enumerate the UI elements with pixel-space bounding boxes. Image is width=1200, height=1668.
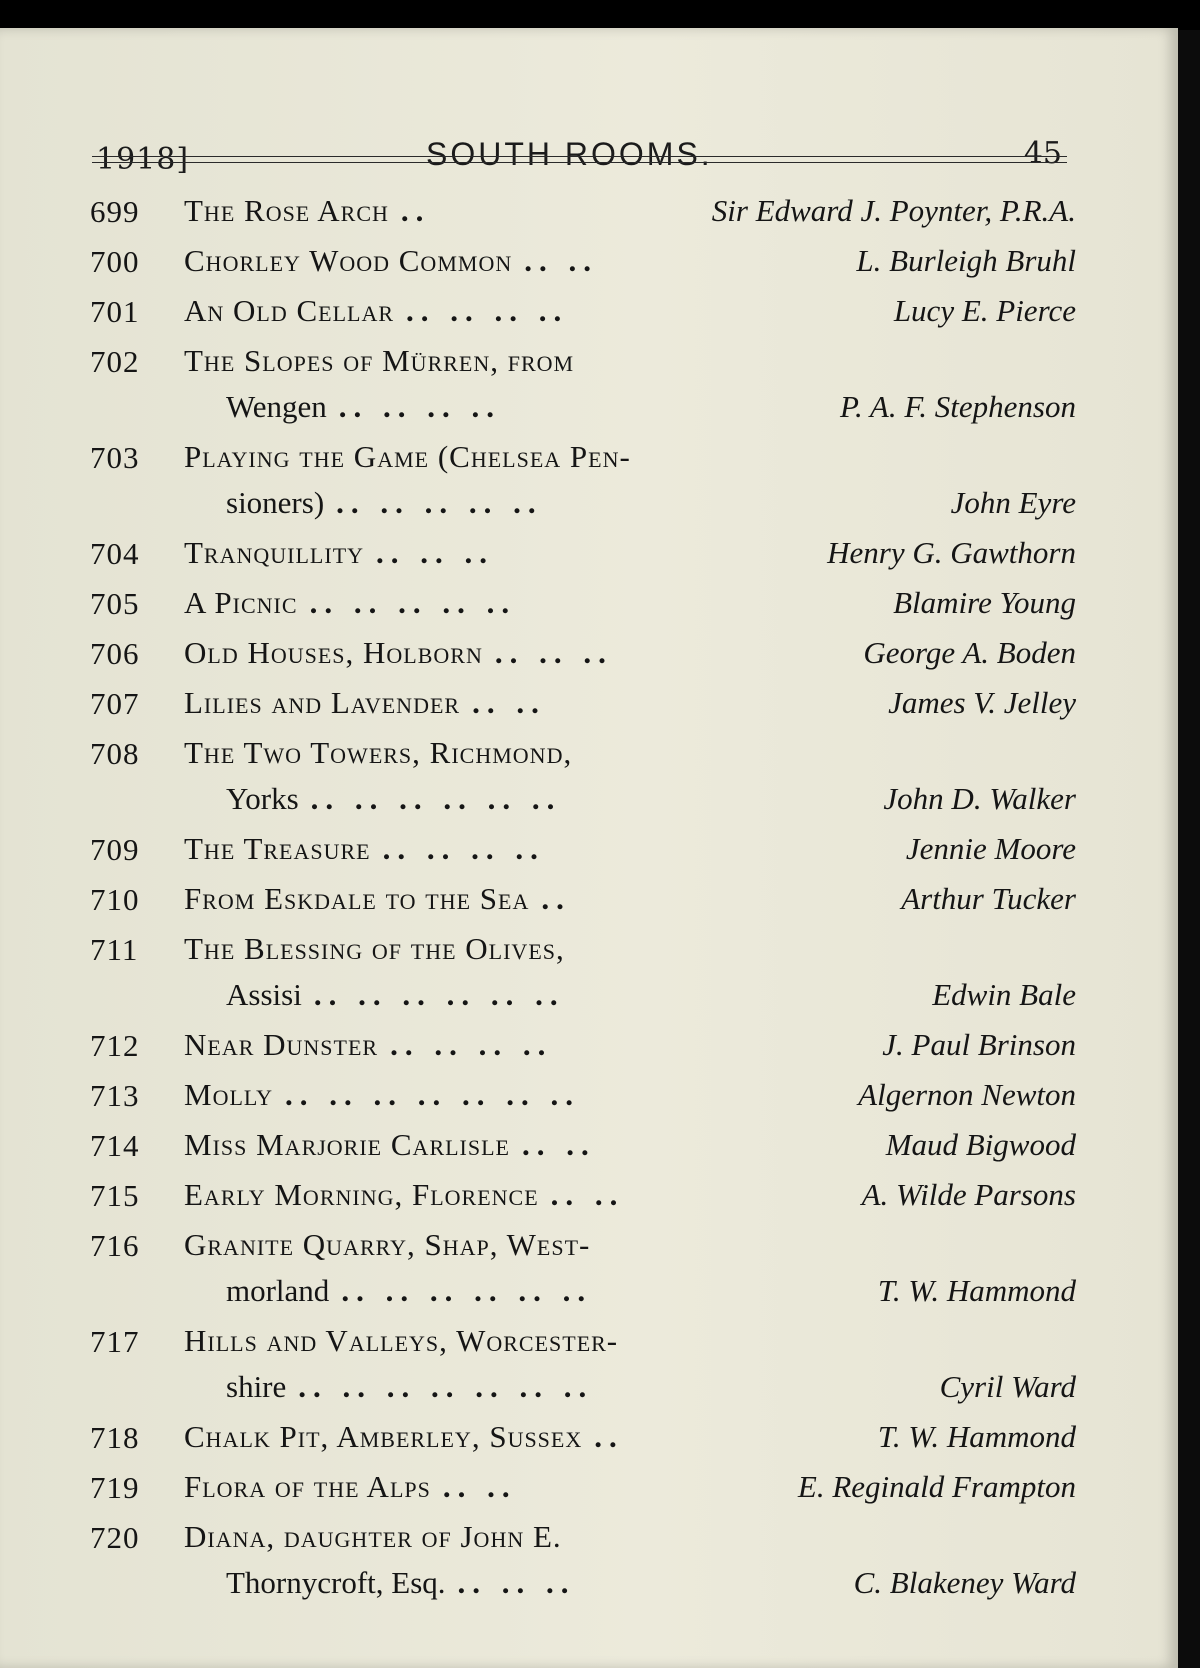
entry-artist: Algernon Newton: [858, 1077, 1076, 1112]
entry-number: 706: [90, 636, 140, 671]
entry-title: Old Houses, Holborn: [184, 635, 483, 670]
entry-title: An Old Cellar: [184, 293, 395, 328]
entry-title: Hills and Valleys, Worcester-: [184, 1323, 619, 1358]
catalogue-entry: [90, 1022, 1080, 1068]
entry-artist: P. A. F. Stephenson: [840, 389, 1076, 424]
entry-title: The Blessing of the Olives,: [184, 931, 565, 966]
entry-number: 702: [90, 344, 140, 379]
leader-dots: .. .. ..: [376, 535, 495, 570]
header-rule-top: [92, 156, 1067, 157]
entry-artist: James V. Jelley: [888, 685, 1076, 720]
entry-number: 700: [90, 244, 140, 279]
header-year: 1918]: [96, 142, 190, 177]
leader-dots: .. ..: [550, 1177, 625, 1212]
entry-title-continuation: Wengen: [226, 389, 327, 424]
entry-artist: Henry G. Gawthorn: [827, 535, 1076, 570]
catalogue-entry: [90, 630, 1080, 676]
entry-artist: E. Reginald Frampton: [797, 1469, 1076, 1504]
entry-number: 708: [90, 736, 140, 771]
entry-number: 709: [90, 832, 140, 867]
entry-title: The Rose Arch: [184, 193, 389, 228]
catalogue-entry: [90, 434, 1080, 526]
entry-number: 713: [90, 1078, 140, 1113]
entry-title: Chorley Wood Common: [184, 243, 513, 278]
entry-title: The Treasure: [184, 831, 371, 866]
leader-dots: .. .. .. .. ..: [309, 585, 517, 620]
entry-artist: Cyril Ward: [939, 1369, 1076, 1404]
entry-number: 720: [90, 1520, 140, 1555]
catalogue-entry: [90, 1318, 1080, 1410]
catalogue-entry: [90, 238, 1080, 284]
page-header: [96, 136, 1066, 182]
leader-dots: .. ..: [522, 1127, 596, 1162]
entry-title-continuation: shire: [226, 1369, 287, 1404]
catalogue-entry: [90, 876, 1080, 922]
entry-number: 714: [90, 1128, 140, 1163]
entry-artist: Maud Bigwood: [885, 1127, 1076, 1162]
entry-number: 718: [90, 1420, 140, 1455]
entry-title-continuation: Yorks: [226, 781, 299, 816]
entry-title: Chalk Pit, Amberley, Sussex: [184, 1419, 583, 1454]
entry-title: A Picnic: [184, 585, 298, 620]
entry-title: Tranquillity: [184, 535, 365, 570]
entry-title: From Eskdale to the Sea: [184, 881, 530, 916]
catalogue-entry: [90, 188, 1080, 234]
entry-title: Miss Marjorie Carlisle: [184, 1127, 510, 1162]
leader-dots: .. .. .. .. .. ..: [341, 1273, 593, 1308]
catalogue-entry: [90, 580, 1080, 626]
entry-number: 710: [90, 882, 140, 917]
entry-title-continuation: sioners): [226, 485, 325, 520]
entry-number: 699: [90, 194, 140, 229]
header-title: SOUTH ROOMS.: [426, 136, 713, 172]
leader-dots: .. ..: [442, 1469, 517, 1504]
entry-artist: John D. Walker: [883, 781, 1076, 816]
catalogue-entry: [90, 730, 1080, 822]
leader-dots: ..: [594, 1419, 624, 1454]
entry-title: Near Dunster: [184, 1027, 379, 1062]
entry-artist: Arthur Tucker: [901, 881, 1076, 916]
entry-title-continuation: Assisi: [226, 977, 302, 1012]
entry-artist: T. W. Hammond: [877, 1273, 1076, 1308]
catalogue-entry: [90, 288, 1080, 334]
entry-artist: L. Burleigh Bruhl: [856, 243, 1076, 278]
entry-number: 717: [90, 1324, 140, 1359]
page-number: 45: [1023, 136, 1062, 171]
catalogue-entry: [90, 338, 1080, 430]
entry-number: 703: [90, 440, 140, 475]
entry-artist: C. Blakeney Ward: [853, 1565, 1076, 1600]
catalogue-entry: [90, 680, 1080, 726]
leader-dots: .. ..: [472, 685, 546, 720]
entry-artist: George A. Boden: [863, 635, 1076, 670]
entry-title: Flora of the Alps: [184, 1469, 431, 1504]
leader-dots: .. .. .. ..: [390, 1027, 553, 1062]
catalogue-entry: [90, 926, 1080, 1018]
catalogue-entry: [90, 1072, 1080, 1118]
entry-title: Early Morning, Florence: [184, 1177, 539, 1212]
entry-artist: T. W. Hammond: [877, 1419, 1076, 1454]
entry-artist: Lucy E. Pierce: [893, 293, 1076, 328]
catalogue-entry: [90, 826, 1080, 872]
entry-number: 701: [90, 294, 140, 329]
entry-artist: A. Wilde Parsons: [861, 1177, 1076, 1212]
entry-number: 704: [90, 536, 140, 571]
entry-title: The Two Towers, Richmond,: [184, 735, 573, 770]
leader-dots: .. ..: [524, 243, 598, 278]
entry-title: Granite Quarry, Shap, West-: [184, 1227, 591, 1262]
catalogue-entry: [90, 530, 1080, 576]
catalogue-entry: [90, 1222, 1080, 1314]
entry-number: 719: [90, 1470, 140, 1505]
entry-title: Diana, daughter of John E.: [184, 1519, 562, 1554]
leader-dots: .. .. .. ..: [338, 389, 502, 424]
leader-dots: .. .. .. ..: [406, 293, 569, 328]
leader-dots: .. .. .. .. ..: [336, 485, 543, 520]
leader-dots: .. .. ..: [457, 1565, 576, 1600]
entry-number: 705: [90, 586, 140, 621]
entry-number: 711: [90, 932, 139, 967]
catalogue-entry: [90, 1172, 1080, 1218]
catalogue-entry: [90, 1122, 1080, 1168]
entry-number: 715: [90, 1178, 140, 1213]
leader-dots: .. .. .. .. .. ..: [310, 781, 562, 816]
leader-dots: .. .. .. .. .. .. ..: [298, 1369, 594, 1404]
entry-title: Playing the Game (Chelsea Pen-: [184, 439, 631, 474]
entry-title: Lilies and Lavender: [184, 685, 461, 720]
entry-title: The Slopes of Mürren, from: [184, 343, 575, 378]
entry-number: 716: [90, 1228, 140, 1263]
entry-artist: Sir Edward J. Poynter, P.R.A.: [711, 193, 1076, 228]
catalogue-entry: [90, 1414, 1080, 1460]
header-rule-bottom: [92, 162, 1067, 163]
entry-title: Molly: [184, 1077, 274, 1112]
leader-dots: .. .. ..: [494, 635, 613, 670]
entry-number: 707: [90, 686, 140, 721]
leader-dots: .. .. .. .. .. .. ..: [285, 1077, 581, 1112]
entry-number: 712: [90, 1028, 140, 1063]
entry-list: [90, 188, 1080, 1610]
leader-dots: .. .. .. .. .. ..: [313, 977, 565, 1012]
book-spine-edge: [1178, 30, 1200, 1668]
entry-artist: John Eyre: [950, 485, 1076, 520]
entry-title-continuation: Thornycroft, Esq.: [226, 1565, 446, 1600]
catalogue-entry: [90, 1464, 1080, 1510]
entry-artist: Jennie Moore: [905, 831, 1076, 866]
entry-artist: J. Paul Brinson: [882, 1027, 1076, 1062]
leader-dots: .. .. .. ..: [382, 831, 545, 866]
leader-dots: ..: [400, 193, 431, 228]
catalogue-entry: [90, 1514, 1080, 1606]
entry-artist: Edwin Bale: [932, 977, 1076, 1012]
leader-dots: ..: [541, 881, 571, 916]
entry-artist: Blamire Young: [893, 585, 1076, 620]
entry-title-continuation: morland: [226, 1273, 330, 1308]
